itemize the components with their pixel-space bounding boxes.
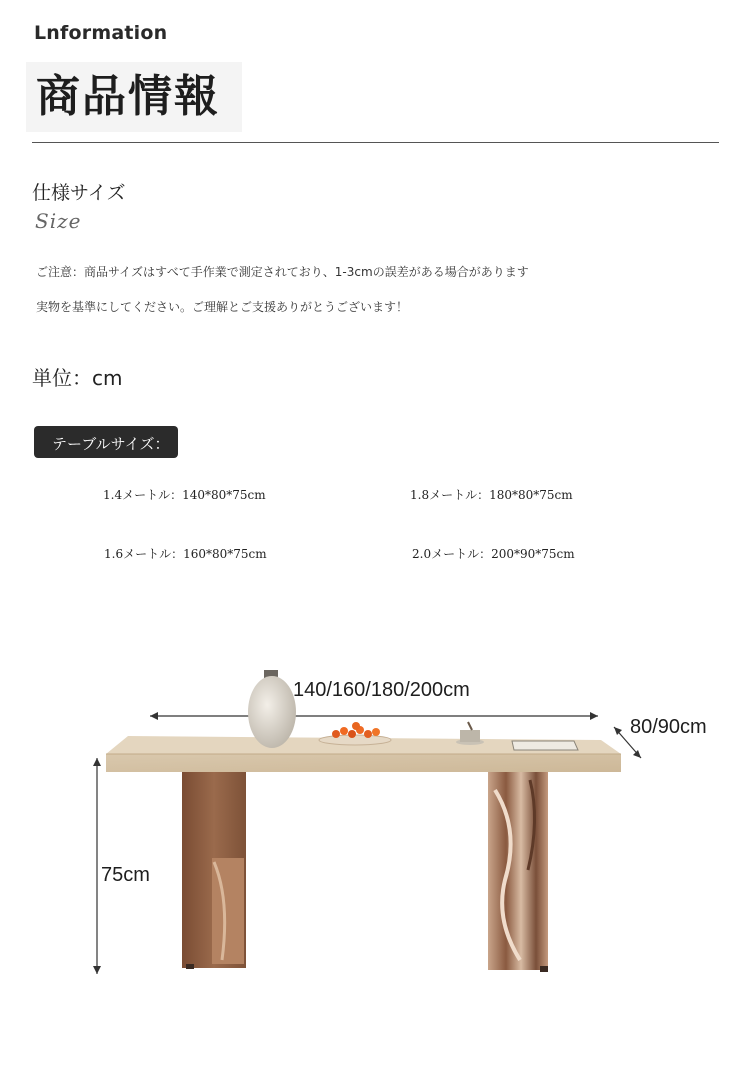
chrome-leg: [488, 772, 548, 972]
section-eyebrow: Lnformation: [34, 22, 168, 44]
height-dimension-line: [93, 758, 101, 974]
vase: [248, 670, 296, 748]
depth-dimension-label: 80/90cm: [630, 716, 707, 738]
page-title: 商品情報: [36, 71, 220, 122]
height-dimension-label: 75cm: [101, 864, 150, 886]
size-item-1-8m: 1.8メートル：180*80*75cm: [410, 488, 573, 502]
table-size-badge-label: テーブルサイズ：: [52, 435, 170, 453]
note-line-2: 実物を基準にしてください。ご理解とご支援ありがとうございます！: [36, 300, 409, 314]
note-line-1: ご注意：商品サイズはすべて手作業で測定されており、1-3cmの誤差がある場合があります: [36, 265, 529, 279]
unit-label: 単位：cm: [32, 366, 123, 390]
cup: [456, 722, 484, 745]
table-illustration: [0, 600, 750, 1030]
book: [512, 741, 578, 750]
size-item-1-6m: 1.6メートル：160*80*75cm: [104, 547, 267, 561]
size-item-1-4m: 1.4メートル：140*80*75cm: [103, 488, 266, 502]
fruit-bowl: [319, 722, 391, 745]
width-dimension-line: [150, 712, 598, 720]
spec-title: 仕様サイズ: [32, 182, 126, 204]
size-item-2-0m: 2.0メートル：200*90*75cm: [412, 547, 575, 561]
wood-leg: [182, 772, 246, 969]
divider: [32, 142, 719, 143]
spec-subtitle: Size: [35, 209, 82, 233]
width-dimension-label: 140/160/180/200cm: [293, 679, 470, 701]
